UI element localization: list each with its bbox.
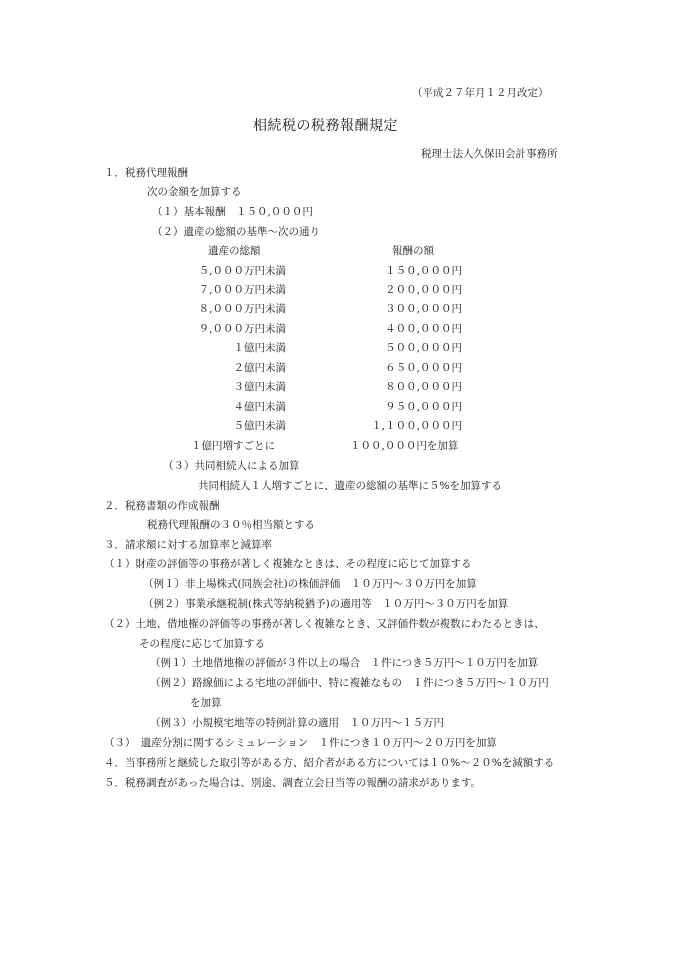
fee-row-fee: ４００,０００円 [385,323,462,335]
section-2-heading: ２．税務書類の作成報酬 [104,500,220,512]
fee-row-estate: ５,０００万円未満 [198,265,286,277]
section-2-text: 税務代理報酬の３０％相当額とする [147,519,315,531]
fee-row-estate: ７,０００万円未満 [198,284,286,296]
basic-fee: （１）基本報酬 １５０,０００円 [152,206,313,218]
fee-row-estate: ４億円未満 [233,401,286,413]
fee-row-fee: ５００,０００円 [385,342,462,354]
section-3-item-1-example-1: （例１）非上場株式(同族会社)の株価評価 １０万円～３０万円を加算 [143,578,477,590]
fee-row-fee: ２００,０００円 [385,284,462,296]
fee-row-fee: １５０,０００円 [385,265,462,277]
fee-row-fee: ６５０,０００円 [385,362,462,374]
fee-table-header-fee: 報酬の額 [392,245,434,257]
section-3-item-2-cont: その程度に応じて加算する [139,638,265,650]
fee-extra-estate: １億円増すごとに [191,440,275,452]
section-3-item-3: （３） 遺産分割に関するシミュレーション １件につき１０万円～２０万円を加算 [104,737,497,749]
page-title: 相続税の税務報酬規定 [253,118,398,134]
fee-table-header-estate: 遺産の総額 [208,245,261,257]
co-heir-heading: （３）共同相続人による加算 [163,460,300,472]
section-3-item-2-example-2: （例２）路線価による宅地の評価中、特に複雑なもの １件につき５万円～１０万円 [150,677,549,689]
fee-row-estate: ５億円未満 [233,420,286,432]
section-1-intro: 次の金額を加算する [147,186,242,198]
fee-row-fee: ８００,０００円 [385,381,462,393]
estate-criteria-heading: （２）遺産の総額の基準～次の通り [152,226,320,238]
fee-row-fee: ３００,０００円 [385,303,462,315]
section-3-item-1-example-2: （例２）事業承継税制(株式等納税猶予)の適用等 １０万円～３０万円を加算 [143,598,509,610]
fee-extra-fee: １００,０００円を加算 [350,440,459,452]
fee-row-fee: ９５０,０００円 [385,401,462,413]
fee-row-estate: ９,０００万円未満 [198,323,286,335]
fee-row-fee: １,１００,０００円 [371,420,462,432]
section-1-heading: １．税務代理報酬 [104,167,188,179]
office-name: 税理士法人久保田会計事務所 [421,148,558,160]
revision-date: （平成２７年月１２月改定） [412,87,549,99]
section-3-heading: ３．請求額に対する加算率と減算率 [104,539,272,551]
fee-row-estate: ３億円未満 [233,381,286,393]
section-3-item-2-example-3: （例３）小規模宅地等の特例計算の適用 １０万円～１５万円 [150,717,444,729]
section-5: ５．税務調査があった場合は、別途、調査立会日当等の報酬の請求があります。 [104,777,482,789]
section-4: ４．当事務所と継続した取引等がある方、紹介者がある方については１０%～２０%を減額する [104,757,555,769]
fee-row-estate: ８,０００万円未満 [198,303,286,315]
section-3-item-2-example-2-cont: を加算 [190,697,222,709]
co-heir-text: 共同相続人１人増すごとに、遺産の総額の基準に５%を加算する [198,480,502,492]
section-3-item-2: （２）土地、借地権の評価等の事務が著しく複雑なとき、又評価件数が複数にわたるときは、 [104,618,545,630]
section-3-item-2-example-1: （例１）土地借地権の評価が３件以上の場合 １件につき５万円～１０万円を加算 [150,657,539,669]
fee-row-estate: ２億円未満 [233,362,286,374]
section-3-item-1: （１）財産の評価等の事務が著しく複雑なときは、その程度に応じて加算する [104,558,472,570]
fee-row-estate: １億円未満 [233,342,286,354]
